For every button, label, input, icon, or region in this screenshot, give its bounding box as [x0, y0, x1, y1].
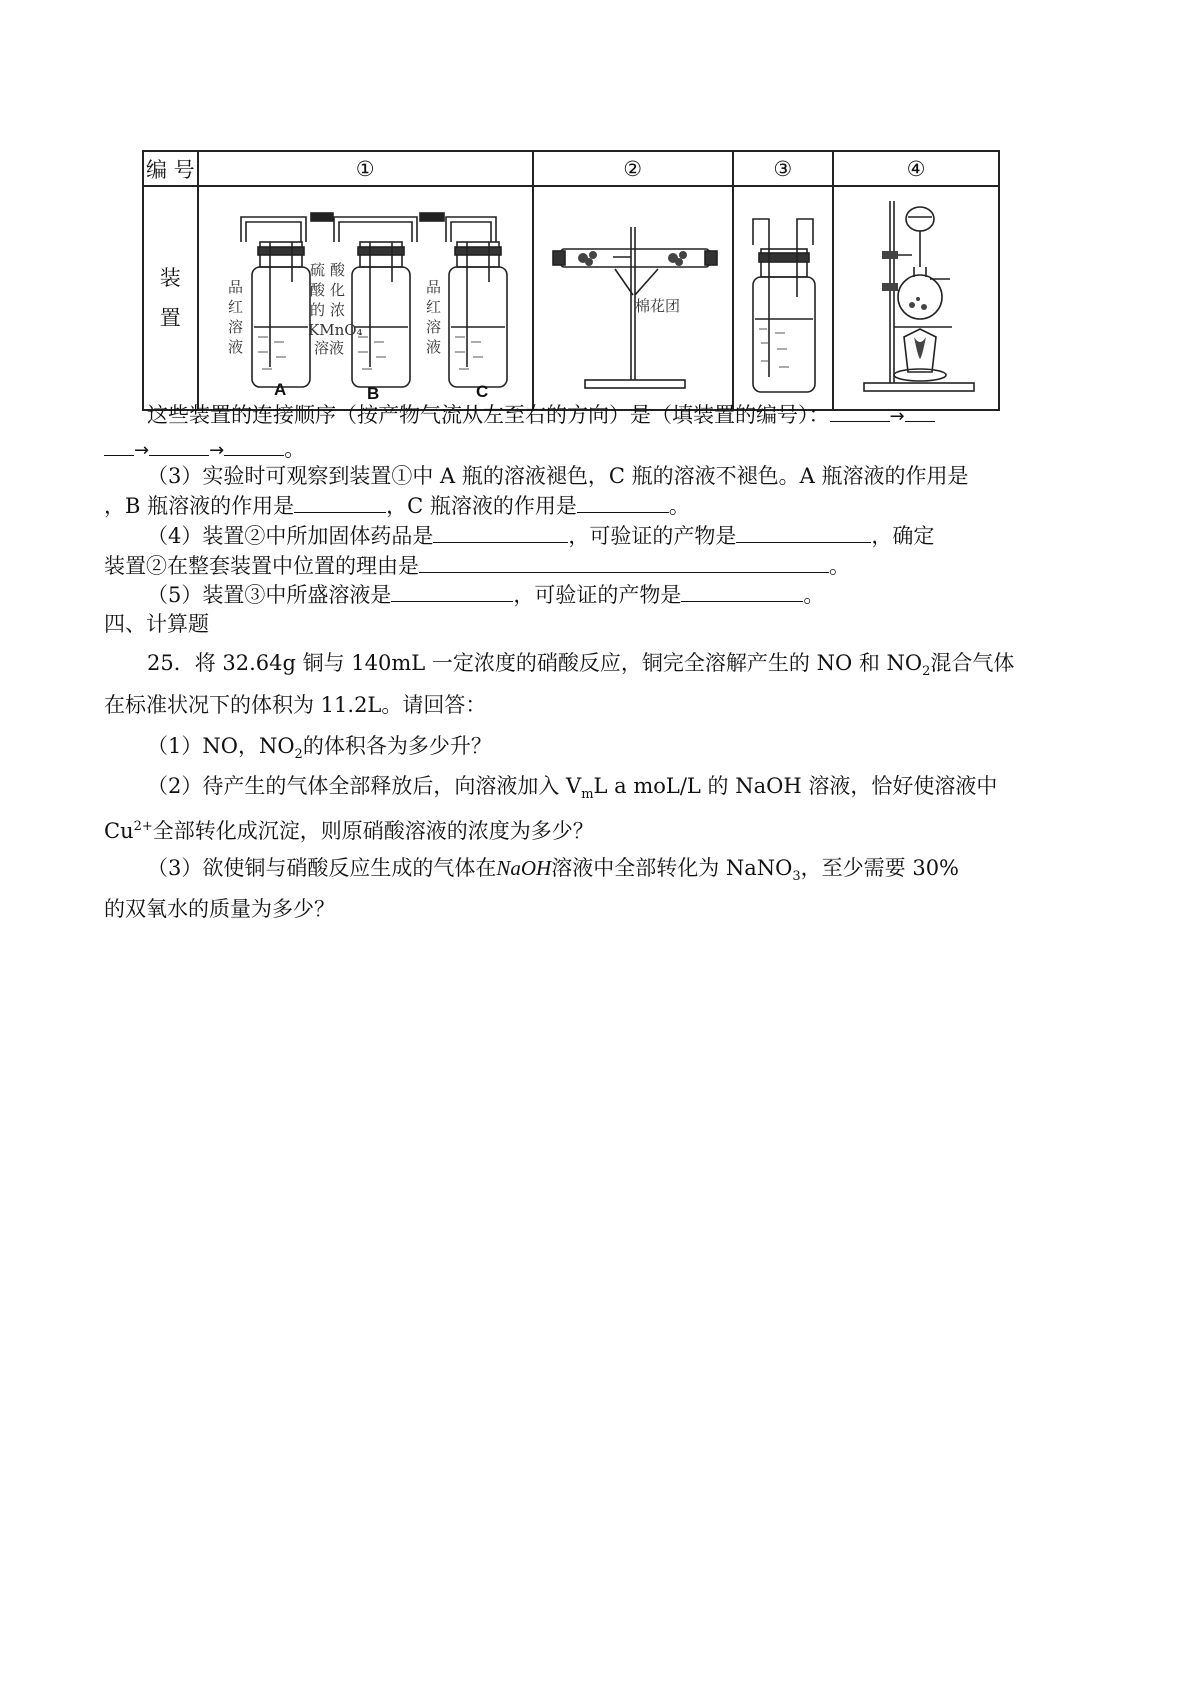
period: 。: [668, 494, 690, 518]
part3-text-1: （3）欲使铜与硝酸反应生成的气体在: [147, 856, 497, 880]
bottle-b-reagent-7: 浓: [329, 301, 345, 319]
q4-confirm-text: ，确定: [871, 524, 935, 548]
bottle-b-reagent-5: 酸: [329, 261, 345, 279]
bottle-b-reagent-6: 化: [329, 281, 345, 299]
q25-part-2-line-1: [147, 771, 997, 810]
q3-c-text: ，C 瓶溶液的作用是: [386, 494, 577, 518]
device-4-cell: [833, 186, 999, 410]
q3-line-2: [104, 491, 690, 521]
q4-line-1: [147, 521, 934, 551]
bottle-b-label: B: [366, 384, 379, 403]
device-2-cell: [533, 186, 733, 410]
bottle-b-reagent-2: 酸: [309, 281, 325, 299]
order-question-line-1: [147, 400, 935, 432]
q5-blank-product[interactable]: [681, 581, 803, 602]
bottle-c-reagent-2: 红: [425, 298, 441, 316]
column-1-header: ①: [198, 151, 533, 186]
order-blank-3[interactable]: [149, 435, 209, 456]
q25-part-2-line-2: [104, 812, 594, 846]
bottle-c-reagent-4: 液: [425, 338, 441, 356]
bottle-a-reagent-1: 品: [227, 278, 243, 296]
q4-solid-text: （4）装置②中所加固体药品是: [147, 524, 434, 548]
subscript: 2: [294, 747, 303, 763]
q25-part-3-line-1: [147, 853, 959, 892]
cotton-label: 棉花团: [634, 297, 680, 315]
arrow-icon: →: [134, 440, 150, 461]
subscript: 2: [922, 664, 931, 680]
period: 。: [803, 583, 825, 607]
q3-blank-c[interactable]: [577, 492, 669, 513]
q3-b-text: ，B 瓶溶液的作用是: [104, 494, 295, 518]
section-heading: 四、计算题: [104, 612, 209, 636]
arrow-icon: →: [889, 406, 905, 427]
apparatus-table: [142, 150, 1000, 411]
part1-text-1: （1）NO，NO: [147, 734, 295, 758]
header-label: 编 号: [143, 151, 198, 186]
q4-blank-solid[interactable]: [433, 522, 568, 543]
superscript: 2+: [133, 819, 153, 834]
q3-line-1: （3）实验时可观察到装置①中 A 瓶的溶液褪色，C 瓶的溶液不褪色。A 瓶溶液的作用是: [147, 464, 969, 488]
row-label-1: 装: [159, 266, 181, 290]
q5-line: [147, 580, 824, 610]
table-device-row: [143, 186, 999, 410]
q3-blank-b[interactable]: [294, 492, 386, 513]
gas-washing-bottles-illustration: [214, 187, 517, 405]
order-blank-1[interactable]: [830, 401, 890, 422]
order-blank-4[interactable]: [224, 435, 284, 456]
q4-line-2: [104, 551, 850, 581]
order-blank-2b[interactable]: [104, 435, 134, 456]
order-question-text: 这些装置的连接顺序（按产物气流从左至右的方向）是（填装置的编号）：: [147, 403, 830, 427]
bottle-a-label: A: [273, 380, 286, 399]
device-3-cell: [733, 186, 833, 410]
period: 。: [829, 554, 850, 578]
bottle-a-reagent-3: 溶: [227, 318, 243, 336]
part2-text-3: Cu: [104, 819, 134, 843]
bottle-b-reagent-3: 的: [309, 301, 325, 319]
part2-text-2: L a moL/L 的 NaOH 溶液，恰好使溶液中: [593, 774, 998, 798]
flask-burner-illustration: [842, 187, 990, 405]
row-label-2: 置: [159, 306, 181, 330]
bottle-b-reagent-4: KMnO₄: [307, 321, 363, 339]
single-bottle-illustration: [739, 187, 827, 405]
part3-text-3: ，至少需要 30%: [800, 856, 960, 880]
q4-blank-reason[interactable]: [419, 552, 829, 573]
bottle-a-reagent-2: 红: [227, 298, 243, 316]
bottle-c-label: C: [475, 382, 488, 401]
part2-text-4: 全部转化成沉淀，则原硝酸溶液的浓度为多少？: [152, 819, 594, 843]
bottle-a-reagent-4: 液: [227, 338, 243, 356]
part2-text-1: （2）待产生的气体全部释放后，向溶液加入 V: [147, 774, 582, 798]
bottle-c-reagent-1: 品: [425, 278, 441, 296]
bottle-b-reagent-1: 硫: [309, 261, 325, 279]
q4-product-text: ，可验证的产物是: [568, 524, 737, 548]
drying-tube-illustration: [543, 187, 723, 405]
q25-line-1: [147, 648, 1014, 687]
column-2-header: ②: [533, 151, 733, 186]
q5-product-text: ，可验证的产物是: [513, 583, 682, 607]
q25-part-3-line-2: 的双氧水的质量为多少？: [104, 897, 335, 921]
q25-line-2: 在标准状况下的体积为 11.2L。请回答：: [104, 693, 487, 717]
q4-reason-text: 装置②在整套装置中位置的理由是: [104, 554, 419, 578]
subscript: 3: [792, 869, 801, 885]
table-header-row: [143, 151, 999, 186]
order-blank-2a[interactable]: [905, 401, 935, 422]
naoh-formula: NaOH: [496, 856, 552, 880]
period: 。: [284, 437, 306, 461]
q25-part-1: [147, 731, 492, 770]
row-label-cell: [143, 186, 198, 410]
arrow-icon: →: [209, 440, 225, 461]
q25-text-1: 25．将 32.64g 铜与 140mL 一定浓度的硝酸反应，铜完全溶解产生的 NO 和 NO: [147, 651, 923, 675]
q25-text-2: 混合气体: [930, 651, 1015, 675]
q5-solution-text: （5）装置③中所盛溶液是: [147, 583, 392, 607]
device-1-cell: [198, 186, 533, 410]
bottle-b-reagent-8: 溶液: [313, 339, 344, 357]
bottle-c-reagent-3: 溶: [425, 318, 441, 336]
q4-blank-product[interactable]: [736, 522, 871, 543]
column-3-header: ③: [733, 151, 833, 186]
column-4-header: ④: [833, 151, 999, 186]
subscript: m: [581, 787, 594, 803]
part1-text-2: 的体积各为多少升？: [302, 734, 492, 758]
q5-blank-solution[interactable]: [391, 581, 513, 602]
part3-text-2: 溶液中全部转化为 NaNO: [551, 856, 793, 880]
